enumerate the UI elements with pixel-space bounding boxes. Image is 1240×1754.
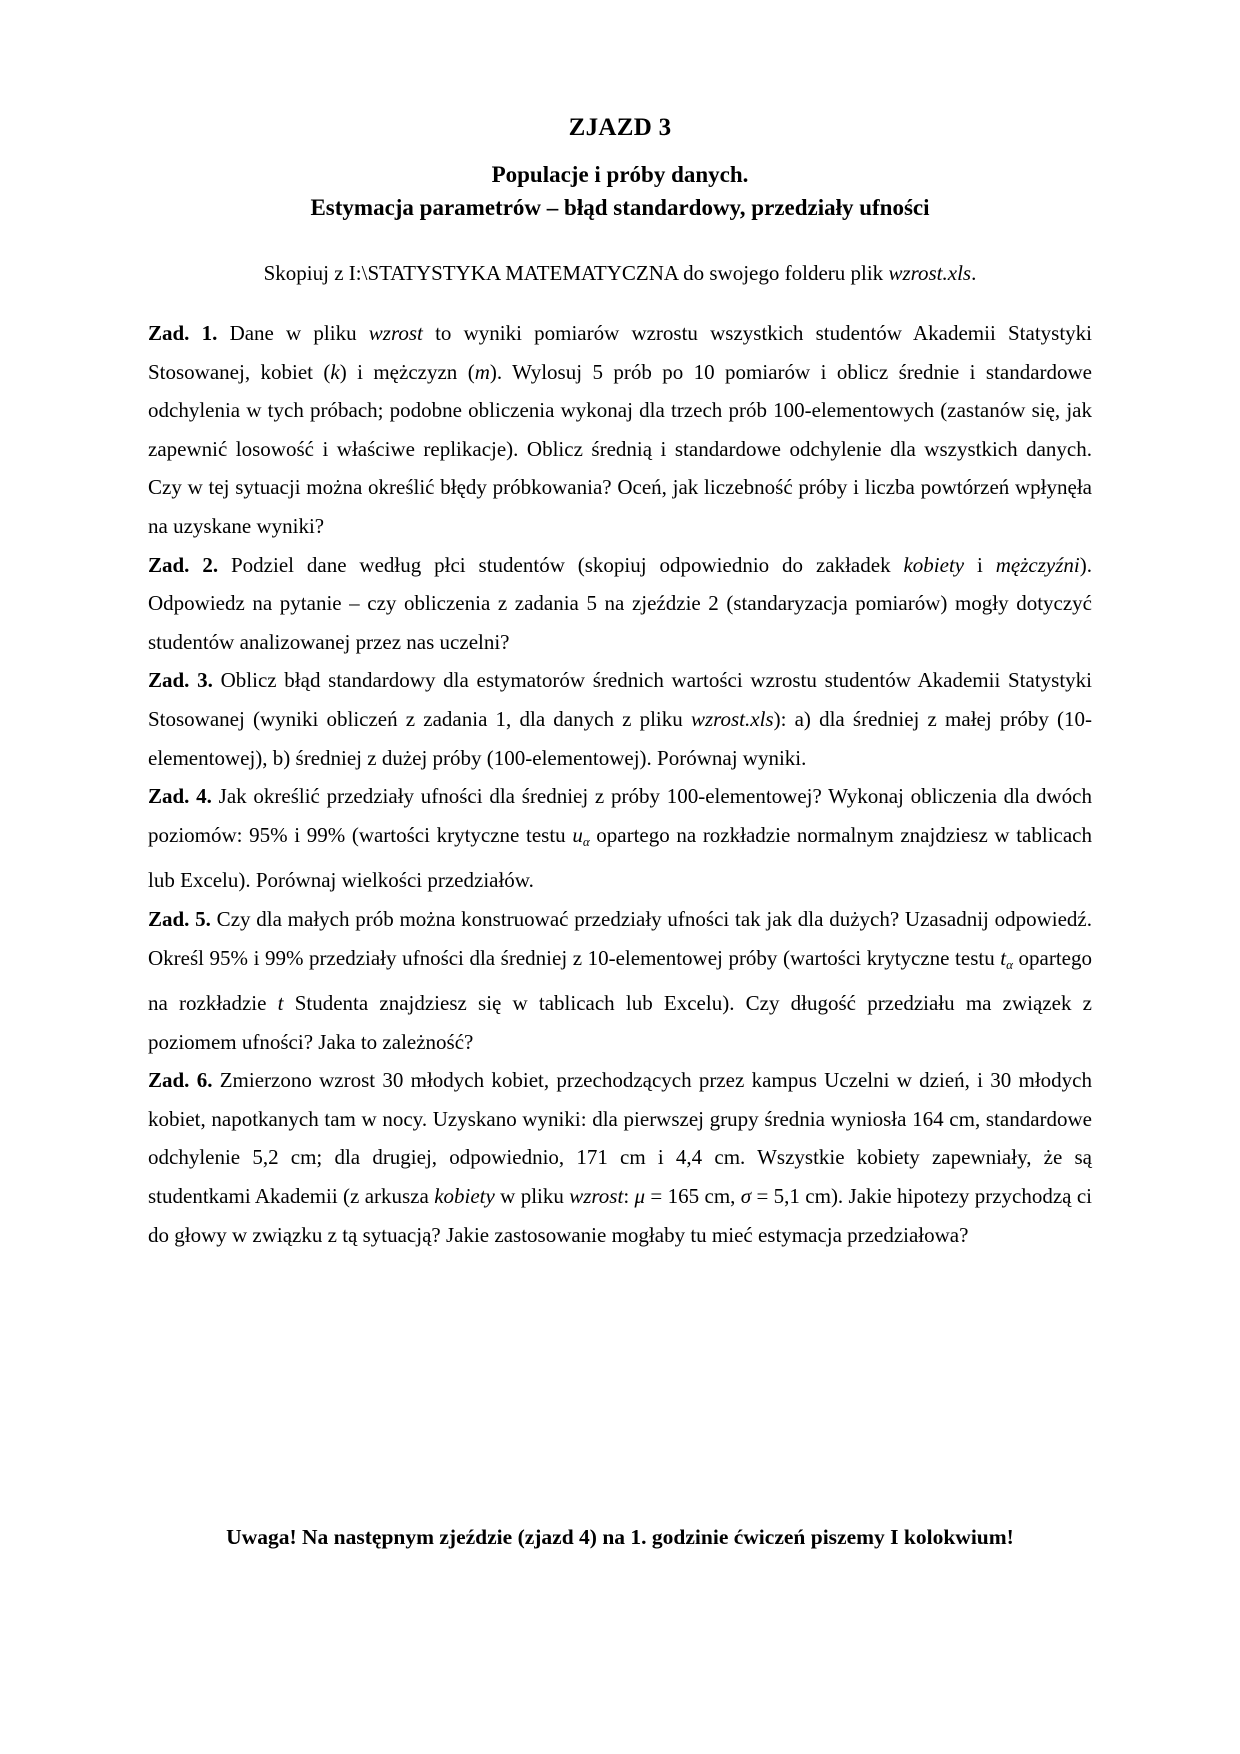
task-text: ). Odpowiedz na pytanie – czy obliczenia z zadania 5 na zjeździe 2 (standaryzacja pomiarów) mogły dotyczyć studentów analizowanej przez nas uczelni? xyxy=(148,552,1092,654)
task-label: Zad. 4. xyxy=(148,784,212,809)
italic-term: t xyxy=(277,991,284,1016)
page-title: ZJAZD 3 xyxy=(568,114,672,141)
copy-instruction xyxy=(148,258,1092,288)
task-text: i xyxy=(964,552,996,577)
italic-term: t xyxy=(1000,945,1007,970)
instruction-text: Skopiuj z I:\STATYSTYKA MATEMATYCZNA do swojego folderu plik xyxy=(263,261,889,285)
task-6 xyxy=(148,1061,1092,1254)
task-5 xyxy=(148,900,1092,1061)
task-text: : xyxy=(623,1184,635,1209)
italic-term: k xyxy=(330,359,340,384)
task-label: Zad. 5. xyxy=(148,906,211,931)
italic-term: wzrost xyxy=(368,321,423,345)
task-text: opartego na rozkładzie normalnym znajdziesz w tablicach lub Excelu). Porównaj wielkości przedziałów. xyxy=(148,822,1092,893)
task-text: Dane w pliku xyxy=(217,321,369,345)
task-text: opartego na rozkładzie xyxy=(148,945,1092,1016)
instruction-end: . xyxy=(971,261,977,285)
task-text: = 5,1 cm). Jakie hipotezy przychodzą ci do głowy w związku z tą sytuacją? Jakie zastosowanie mogłaby tu mieć estymacja przedziałowa? xyxy=(148,1184,1093,1247)
task-text: Jak określić przedziały ufności dla średniej z próby 100-elementowej? Wykonaj obliczenia dla dwóch poziomów: 95% i 99% (wartości krytyczne testu xyxy=(148,784,1092,847)
page-subtitle xyxy=(148,158,1092,224)
task-1 xyxy=(148,314,1092,546)
task-text: Zmierzono wzrost 30 młodych kobiet, przechodzących przez kampus Uczelni w dzień, i 30 młodych kobiet, napotkanych tam w nocy. Uzyskano wyniki: dla pierwszej grupy średnia wyniosła 164 cm, standardowe odchylenie 5,2 cm; dla drugiej, odpowiednio, 171 cm i 4,4 cm. Wszystkie kobiety zapewniały, że są studentkami Akademii (z arkusza xyxy=(148,1068,1092,1209)
task-3 xyxy=(148,661,1092,777)
subtitle-line-2: Estymacja parametrów – błąd standardowy, przedziały ufności xyxy=(310,195,930,220)
subscript: α xyxy=(1006,956,1013,972)
italic-term: u xyxy=(572,822,583,847)
task-text: ) i mężczyzn ( xyxy=(339,359,475,384)
task-text: Studenta znajdziesz się w tablicach lub Excelu). Czy długość przedziału ma związek z poziomem ufności? Jaka to zależność? xyxy=(148,991,1092,1054)
italic-term: μ xyxy=(634,1184,646,1209)
task-text: w pliku xyxy=(494,1184,570,1209)
italic-term: kobiety xyxy=(434,1184,495,1209)
task-text: ): a) dla średniej z małej próby (10-elementowej), b) średniej z dużej próby (100-elementowej). Porównaj wyniki. xyxy=(148,706,1092,770)
italic-term: kobiety xyxy=(903,552,965,577)
instruction-filename: wzrost.xls xyxy=(888,261,972,285)
task-label: Zad. 1. xyxy=(148,321,218,345)
italic-term: mężczyźni xyxy=(995,552,1080,577)
subtitle-line-1: Populacje i próby danych. xyxy=(491,162,749,187)
task-text: Podziel dane według płci studentów (skopiuj odpowiednio do zakładek xyxy=(218,552,904,577)
task-text: = 165 cm, xyxy=(645,1184,741,1209)
task-2 xyxy=(148,546,1092,662)
task-label: Zad. 2. xyxy=(148,552,219,577)
italic-term: wzrost.xls xyxy=(690,706,774,731)
task-label: Zad. 3. xyxy=(148,668,213,693)
task-text: Oblicz błąd standardowy dla estymatorów średnich wartości wzrostu studentów Akademii Statystyki Stosowanej (wyniki obliczeń z zadania 1, dla danych z pliku xyxy=(148,668,1092,731)
subscript: α xyxy=(582,833,590,849)
italic-term: σ xyxy=(740,1184,752,1209)
task-label: Zad. 6. xyxy=(148,1068,213,1093)
task-list xyxy=(148,314,1092,1254)
exam-notice: Uwaga! Na następnym zjeździe (zjazd 4) na 1. godzinie ćwiczeń piszemy I kolokwium! xyxy=(226,1525,1014,1549)
task-text: Czy dla małych prób można konstruować przedziały ufności tak jak dla dużych? Uzasadnij odpowiedź. Określ 95% i 99% przedziały ufności dla średniej z 10-elementowej próby (wartości krytyczne testu xyxy=(148,906,1093,970)
task-4 xyxy=(148,777,1092,900)
task-text: to wyniki pomiarów wzrostu wszystkich studentów Akademii Statystyki Stosowanej, kobiet ( xyxy=(148,321,1092,384)
italic-term: m xyxy=(474,359,490,384)
italic-term: wzrost xyxy=(569,1184,624,1209)
task-text: ). Wylosuj 5 prób po 10 pomiarów i oblicz średnie i standardowe odchylenia w tych próbach; podobne obliczenia wykonaj dla trzech prób 100-elementowych (zastanów się, jak zapewnić losowość i właściwe replikacje). Oblicz średnią i standardowe odchylenie dla wszystkich danych. Czy w tej sytuacji można określić błędy próbkowania? Oceń, jak liczebność próby i liczba powtórzeń wpłynęła na uzyskane wyniki? xyxy=(148,359,1092,538)
